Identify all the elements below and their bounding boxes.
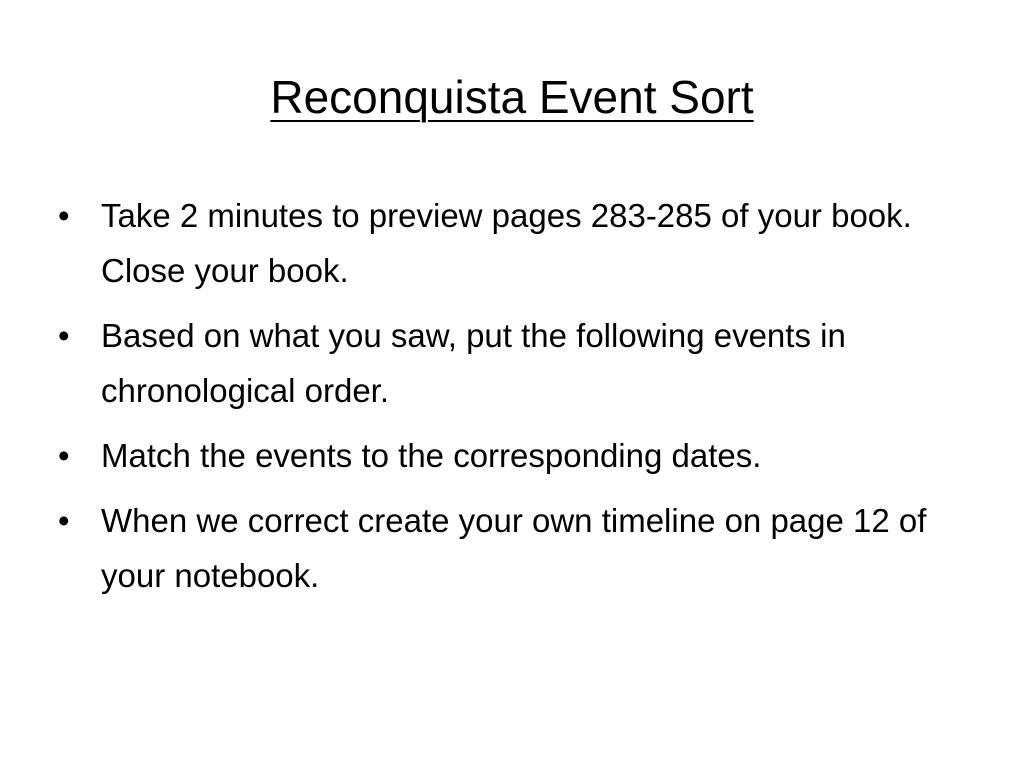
bullet-icon: •: [58, 197, 70, 234]
bullet-list: [58, 188, 978, 613]
bullet-icon: •: [58, 502, 70, 539]
bullet-icon: •: [58, 317, 70, 354]
slide-title: [0, 66, 1024, 128]
list-item: [58, 428, 978, 483]
list-item: [58, 308, 978, 418]
bullet-text: Take 2 minutes to preview pages 283-285 of your book. Close your book.: [101, 197, 912, 289]
list-item: [58, 188, 978, 298]
bullet-text: Based on what you saw, put the following events in chronological order.: [101, 317, 846, 409]
bullet-text: When we correct create your own timeline on page 12 of your notebook.: [101, 502, 927, 594]
bullet-icon: •: [58, 437, 70, 474]
slide-title-text: Reconquista Event Sort: [270, 71, 754, 123]
bullet-text: Match the events to the corresponding dates.: [101, 437, 762, 474]
list-item: [58, 493, 978, 603]
